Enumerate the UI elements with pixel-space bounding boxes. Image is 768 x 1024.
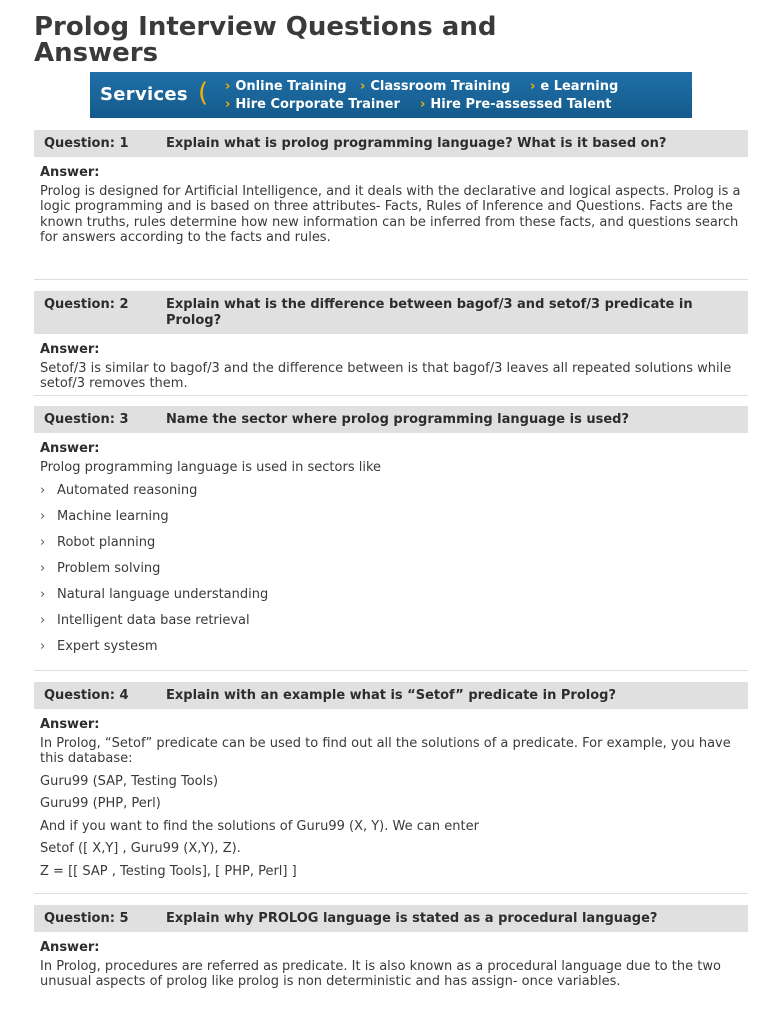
question-text: Explain why PROLOG language is stated as a procedural language?: [166, 911, 658, 926]
answer-label: Answer:: [40, 342, 100, 357]
qa-item-3: [34, 406, 748, 660]
divider: [34, 893, 748, 894]
question-bar: [34, 905, 748, 932]
classroom-training-link[interactable]: › Classroom Training: [360, 79, 511, 94]
hire-pre-assessed-talent-link[interactable]: › Hire Pre-assessed Talent: [420, 97, 612, 112]
question-text: Explain with an example what is “Setof” predicate in Prolog?: [166, 688, 616, 703]
question-number: Question: 4: [44, 688, 129, 703]
chevron-right-icon: ›: [420, 97, 426, 112]
e-learning-link[interactable]: › e Learning: [530, 79, 619, 94]
list-item: › Expert systesm: [40, 634, 742, 660]
answer-block: [34, 433, 748, 660]
question-number: Question: 3: [44, 412, 129, 427]
bracket-icon: (: [198, 78, 209, 108]
page-title-line1: Prolog Interview Questions and: [34, 12, 497, 42]
divider: [34, 670, 748, 671]
answer-line: And if you want to find the solutions of Guru99 (X, Y). We can enter: [40, 818, 479, 834]
answer-text: In Prolog, procedures are referred as predicate. It is also known as a procedural language due to the two unusual aspects of prolog like prolog is non deterministic and has assign- once variables.: [40, 958, 721, 989]
chevron-right-icon: ›: [40, 587, 46, 602]
question-number: Question: 1: [44, 136, 129, 151]
answer-intro: Prolog programming language is used in sectors like: [40, 459, 382, 475]
chevron-right-icon: ›: [40, 561, 46, 576]
chevron-right-icon: ›: [225, 79, 231, 94]
qa-item-1: [34, 130, 748, 246]
answer-label: Answer:: [40, 165, 100, 180]
answer-line: Guru99 (SAP, Testing Tools): [40, 773, 219, 789]
question-bar: [34, 291, 748, 334]
answer-text: Prolog is designed for Artificial Intelligence, and it deals with the declarative and logical aspects. Prolog is a logic programming and is based on three attributes- Facts, Rules of Inference and Questions. Facts are the known truths, rules determine how new information can be inferred from these facts, and questions search for answers according to the facts and rules.: [40, 183, 741, 245]
answer-line: Setof ([ X,Y] , Guru99 (X,Y), Z).: [40, 841, 241, 856]
answer-block: [34, 334, 748, 392]
qa-item-4: [34, 682, 748, 879]
list-item: › Machine learning: [40, 504, 742, 530]
chevron-right-icon: ›: [40, 535, 46, 550]
question-number: Question: 2: [44, 297, 129, 312]
answer-text: In Prolog, “Setof” predicate can be used to find out all the solutions of a predicate. For example, you have this database:: [40, 735, 731, 766]
page-title-line2: Answers: [34, 38, 159, 68]
question-text: Explain what is the difference between bagof/3 and setof/3 predicate in Prolog?: [166, 297, 693, 328]
chevron-right-icon: ›: [530, 79, 536, 94]
question-bar: [34, 682, 748, 709]
answer-line: Z = [[ SAP , Testing Tools], [ PHP, Perl] ]: [40, 863, 297, 879]
qa-item-5: [34, 905, 748, 990]
list-item: › Intelligent data base retrieval: [40, 608, 742, 634]
online-training-link[interactable]: › Online Training: [225, 79, 347, 94]
page-title: [34, 14, 734, 66]
hire-corporate-trainer-link[interactable]: › Hire Corporate Trainer: [225, 97, 400, 112]
list-item: › Robot planning: [40, 530, 742, 556]
chevron-right-icon: ›: [40, 509, 46, 524]
question-number: Question: 5: [44, 911, 129, 926]
chevron-right-icon: ›: [40, 483, 46, 498]
answer-label: Answer:: [40, 940, 100, 955]
list-item: › Automated reasoning: [40, 478, 742, 504]
question-text: Explain what is prolog programming language? What is it based on?: [166, 136, 667, 151]
services-banner: [90, 72, 692, 118]
answer-block: [34, 932, 748, 990]
question-bar: [34, 406, 748, 433]
qa-item-2: [34, 291, 748, 392]
divider: [34, 395, 748, 396]
answer-block: [34, 157, 748, 246]
chevron-right-icon: ›: [360, 79, 366, 94]
answer-label: Answer:: [40, 441, 100, 456]
question-text: Name the sector where prolog programming language is used?: [166, 412, 630, 427]
chevron-right-icon: ›: [225, 97, 231, 112]
question-bar: [34, 130, 748, 157]
answer-line: Guru99 (PHP, Perl): [40, 796, 161, 811]
sector-list: [40, 478, 742, 660]
services-label: Services: [100, 84, 188, 105]
answer-label: Answer:: [40, 717, 100, 732]
chevron-right-icon: ›: [40, 613, 46, 628]
list-item: › Natural language understanding: [40, 582, 742, 608]
divider: [34, 279, 748, 280]
list-item: › Problem solving: [40, 556, 742, 582]
chevron-right-icon: ›: [40, 639, 46, 654]
answer-text: Setof/3 is similar to bagof/3 and the difference between is that bagof/3 leaves all repeated solutions while setof/3 removes them.: [40, 360, 732, 391]
answer-block: [34, 709, 748, 879]
